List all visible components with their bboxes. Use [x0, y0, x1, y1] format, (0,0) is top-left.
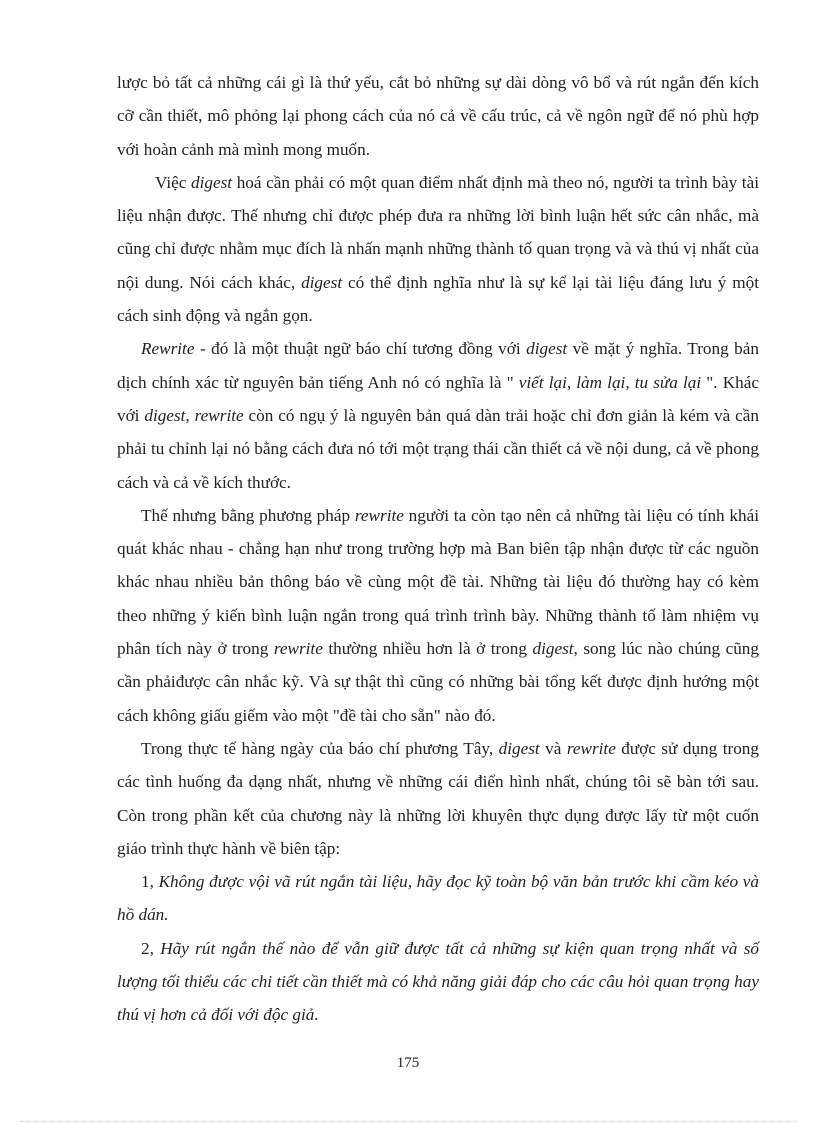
text-run: thường nhiều hơn là ở trong	[322, 639, 533, 659]
italic-run: Hãy rút ngắn thế nào để vẫn giữ được tất cả những sự kiện quan trọng nhất và số lượng tối thiểu các chi tiết cần thiết mà có khả năng giải đáp cho các câu hỏi quan trọng hay thú vị hơn cả đối với độc giả.	[117, 938, 759, 1025]
text-run: có thể định nghĩa như là sự kể lại tài liệu đáng lưu ý một cách sinh động và ngắn gọn.	[117, 272, 760, 326]
italic-run: rewrite	[194, 405, 244, 425]
text-run: 1,	[141, 872, 159, 892]
text-run: ". Khác với	[117, 372, 759, 425]
italic-run: digest	[191, 172, 233, 192]
italic-run: rewrite	[273, 639, 323, 659]
text-run: còn có ngụ ý là nguyên bản quá dàn trải hoặc chỉ đơn giản là kém và cần phải tu chỉnh lại nó bằng cách đưa nó tới một trạng thái cần thiết cả về nội dung, cả về phong cách và cả về kích thước.	[117, 405, 759, 492]
text-run: và	[539, 738, 567, 758]
advice-item-1	[117, 865, 759, 932]
paragraph-3	[117, 332, 759, 498]
italic-run: digest	[532, 639, 574, 659]
advice-item-2	[117, 932, 759, 1032]
text-run: - đó là một thuật ngữ báo chí tương đồng với	[194, 339, 527, 359]
text-run: Việc	[155, 172, 192, 192]
paragraph-2	[117, 166, 759, 332]
text-run: 2,	[141, 938, 161, 958]
text-run: hoá cần phải có một quan điểm nhất định mà theo nó, người ta trình bày tài liệu nhận được. Thế nhưng chỉ được phép đưa ra những lời bình luận hết sức cân nhắc, mà cũng chỉ được nhằm mục đích là nhấn mạnh những thành tố quan trọng và và thú vị nhất của nội dung. Nói cách khác,	[117, 172, 759, 292]
italic-run: viết lại, làm lại, tu sửa lại	[518, 372, 702, 392]
italic-run: digest	[498, 738, 540, 758]
text-run: người ta còn tạo nên cả những tài liệu có tính khái quát khác nhau - chẳng hạn như trong trường hợp mà Ban biên tập nhận được từ các nguồn khác nhau nhiều bản thông báo về cùng một đề tài. Những tài liệu đó thường hay có kèm theo những ý kiến bình luận ngắn trong quá trình trình bày. Những thành tố làm nhiệm vụ phân tích này ở trong	[117, 505, 759, 659]
paragraph-5	[117, 732, 759, 865]
italic-run: digest	[301, 272, 343, 292]
italic-run: Rewrite	[141, 339, 195, 359]
text-run: , song lúc nào chúng cũng cần phảiđược cân nhắc kỹ. Và sự thật thì cũng có những bài tổng kết được định hướng một cách không giấu giếm vào một "đề tài cho sẵn" nào đó.	[117, 639, 759, 725]
text-run: được sử dụng trong các tình huống đa dạng nhất, nhưng về những cái điển hình nhất, chúng tôi sẽ bàn tới sau. Còn trong phần kết của chương này là những lời khuyên thực dụng được lấy từ một cuốn giáo trình thực hành về biên tập:	[117, 738, 759, 858]
text-run: Trong thực tế hàng ngày của báo chí phương Tây,	[141, 738, 499, 758]
italic-run: rewrite	[354, 505, 404, 525]
text-run: Thế nhưng bằng phương pháp	[141, 505, 355, 525]
italic-run: digest	[144, 405, 186, 425]
footer-divider	[20, 1121, 796, 1122]
italic-run: Không được vội vã rút ngắn tài liệu, hãy đọc kỹ toàn bộ văn bản trước khi cầm kéo và hồ dán.	[117, 872, 759, 925]
page-number: 175	[396, 1055, 420, 1071]
text-run: lược bỏ tất cả những cái gì là thứ yếu, cắt bỏ những sự dài dòng vô bổ và rút ngắn đến kích cỡ cần thiết, mô phỏng lại phong cách của nó cả về cấu trúc, cả về ngôn ngữ để nó phù hợp với hoàn cảnh mà mình mong muốn.	[117, 73, 759, 159]
text-run: ,	[185, 405, 195, 425]
paragraph-4	[117, 499, 759, 732]
italic-run: rewrite	[566, 738, 616, 758]
document-body	[117, 66, 759, 1032]
paragraph-1	[117, 66, 759, 166]
text-run: về mặt ý nghĩa. Trong bản dịch chính xác từ nguyên bản tiếng Anh nó có nghĩa là "	[117, 339, 759, 392]
italic-run: digest	[526, 339, 568, 359]
